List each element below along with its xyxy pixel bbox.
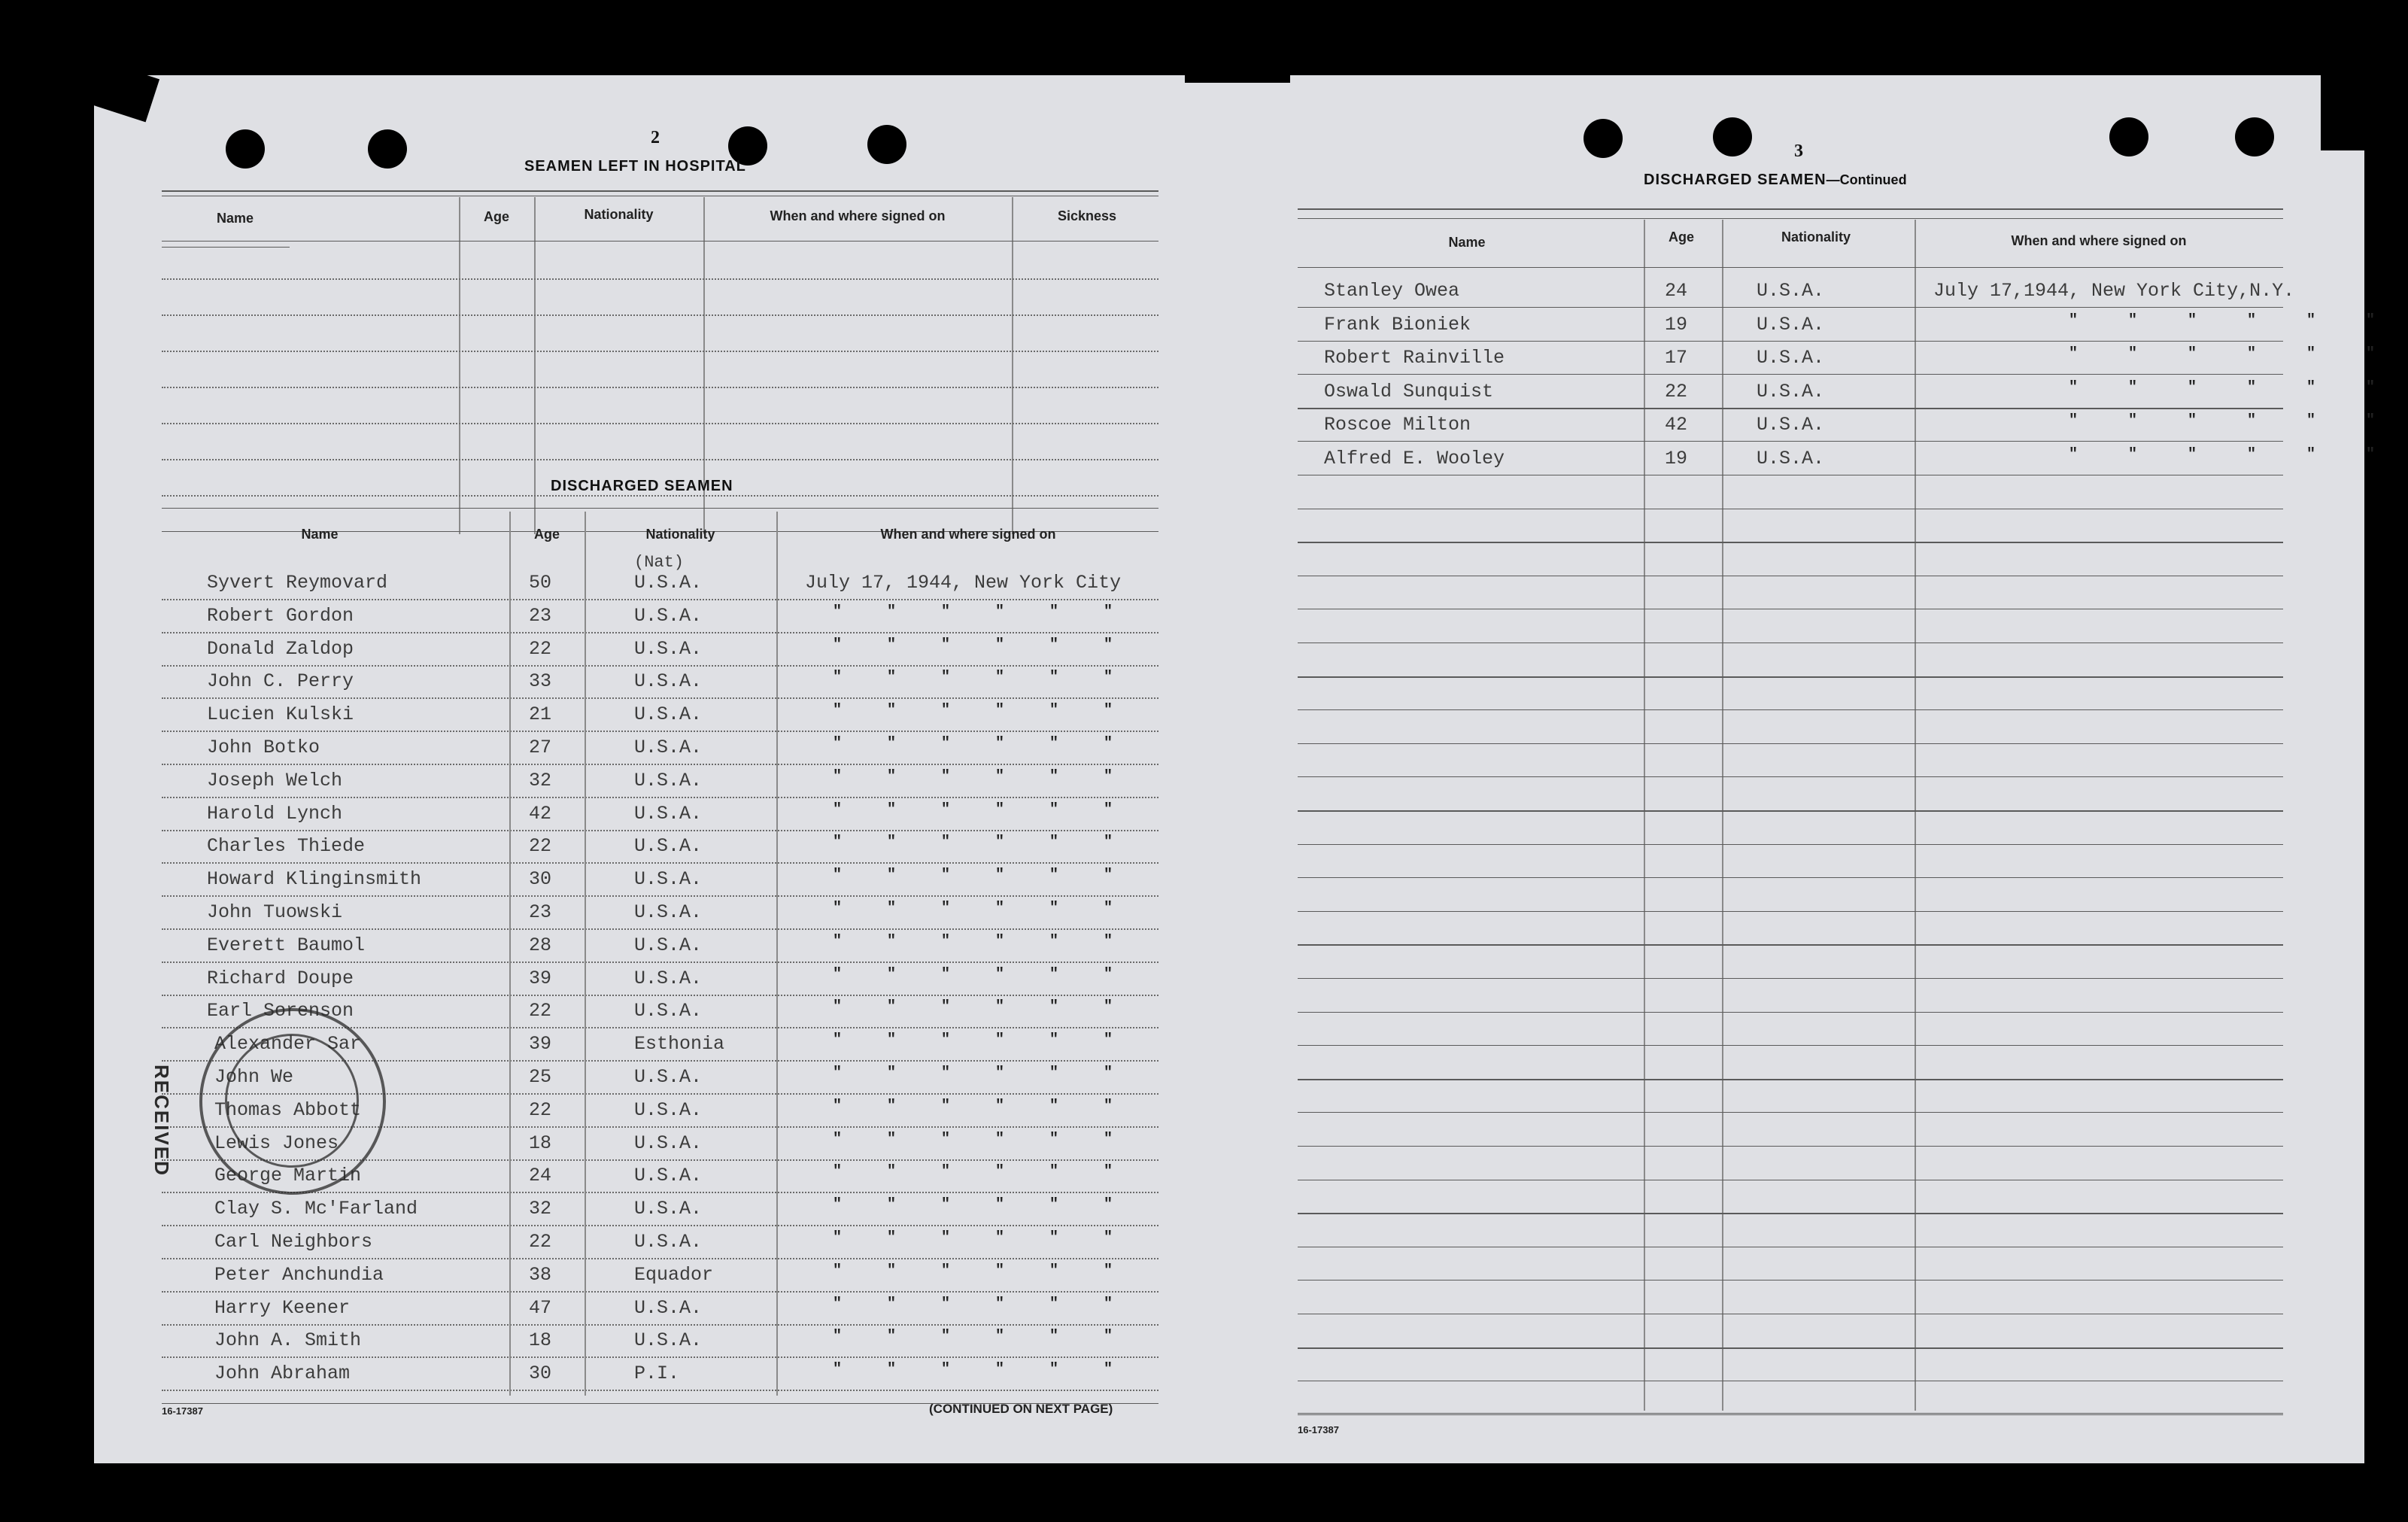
seaman-age: 22 [529, 1000, 552, 1022]
signed-on-ditto: " " " " " " [833, 603, 1113, 621]
nationality-note: (Nat) [634, 553, 685, 572]
seaman-nationality: U.S.A. [634, 868, 703, 891]
seaman-nationality: U.S.A. [634, 1000, 703, 1022]
seaman-nationality: P.I. [634, 1363, 680, 1385]
seaman-name: Joseph Welch [207, 769, 343, 791]
seaman-nationality: U.S.A. [1757, 347, 1825, 369]
signed-on-ditto: " " " " " " [833, 1130, 1113, 1148]
seaman-age: 39 [529, 967, 552, 989]
page-number: 2 [651, 128, 660, 147]
seaman-age: 24 [529, 1165, 552, 1187]
row-rule [162, 423, 1158, 424]
rule [162, 190, 1158, 192]
signed-on-ditto: " " " " " " [2069, 446, 2376, 463]
header-signed-on: When and where signed on [2011, 233, 2187, 248]
row-rule [162, 1324, 1158, 1326]
seaman-nationality: Esthonia [634, 1033, 725, 1056]
signed-on-ditto: " " " " " " [833, 1065, 1113, 1082]
signed-on-ditto: " " " " " " [833, 1163, 1113, 1181]
seaman-nationality: U.S.A. [634, 769, 703, 791]
seaman-name: Carl Neighbors [214, 1231, 373, 1253]
hospital-header-age: Age [483, 209, 509, 224]
continued-note: (CONTINUED ON NEXT PAGE) [929, 1402, 1113, 1416]
seaman-nationality: U.S.A. [634, 670, 703, 693]
signed-on-ditto: " " " " " " [833, 1328, 1113, 1346]
seaman-name: Alfred E. Wooley [1324, 448, 1505, 469]
row-rule [162, 928, 1158, 930]
row-rule [162, 895, 1158, 897]
signed-on: July 17,1944, New York City,N.Y. [1933, 280, 2295, 302]
row-rule [1298, 341, 2283, 342]
seaman-name: George Martin [214, 1165, 362, 1187]
seaman-name: Clay S. Mc'Farland [214, 1198, 418, 1220]
row-rule [1298, 1146, 2283, 1147]
row-rule [1298, 743, 2283, 744]
seaman-nationality: U.S.A. [634, 737, 703, 758]
row-rule [162, 665, 1158, 667]
row-rule [1298, 709, 2283, 710]
row-rule [1298, 877, 2283, 878]
seaman-name: Thomas Abbott [214, 1098, 362, 1121]
seaman-age: 42 [529, 802, 552, 825]
seaman-age: 17 [1665, 347, 1688, 369]
row-rule [162, 599, 1158, 600]
row-rule [162, 459, 1158, 460]
hospital-header-name: Name [216, 211, 254, 226]
row-rule [1298, 441, 2283, 442]
seaman-nationality: U.S.A. [634, 572, 703, 594]
seaman-name: Roscoe Milton [1324, 414, 1471, 436]
seaman-name: Richard Doupe [207, 967, 354, 989]
signed-on-ditto: " " " " " " [833, 900, 1113, 917]
signed-on-ditto: " " " " " " [833, 1262, 1113, 1280]
seaman-name: Frank Bioniek [1324, 313, 1471, 336]
signed-on-ditto: " " " " " " [833, 1196, 1113, 1214]
column-rule [1012, 197, 1013, 534]
seaman-age: 38 [529, 1263, 552, 1286]
seaman-age: 42 [1665, 414, 1688, 436]
signed-on-ditto: " " " " " " [833, 702, 1113, 720]
row-rule [162, 1291, 1158, 1293]
row-rule [162, 797, 1158, 798]
form-number: 16-17387 [1298, 1424, 1339, 1435]
row-rule [1298, 1347, 2283, 1349]
row-rule [1298, 676, 2283, 678]
seaman-nationality: U.S.A. [634, 604, 703, 627]
seaman-age: 32 [529, 1198, 552, 1220]
seaman-nationality: U.S.A. [1757, 313, 1825, 336]
row-rule [162, 764, 1158, 765]
seaman-nationality: U.S.A. [634, 1329, 703, 1352]
seaman-age: 23 [529, 901, 552, 923]
discharged-header-nationality: Nationality [645, 527, 715, 542]
manifest-sheet [94, 75, 2376, 1463]
row-rule [1298, 1213, 2283, 1214]
row-rule [1298, 978, 2283, 979]
row-rule [162, 1390, 1158, 1391]
signed-on-ditto: " " " " " " [2069, 412, 2376, 430]
row-rule [162, 862, 1158, 864]
signed-on-ditto: " " " " " " [833, 1229, 1113, 1247]
seaman-nationality: U.S.A. [634, 1066, 703, 1088]
seaman-nationality: U.S.A. [1757, 448, 1825, 469]
column-rule [534, 197, 536, 534]
seaman-name: John Abraham [214, 1363, 351, 1385]
seaman-name: Robert Rainville [1324, 347, 1505, 369]
seaman-name: Harry Keener [214, 1296, 351, 1319]
rule [1298, 208, 2283, 210]
signed-on-ditto: " " " " " " [2069, 345, 2376, 363]
seaman-nationality: U.S.A. [1757, 280, 1825, 302]
discharged-continued-title [1644, 172, 1907, 189]
seaman-age: 19 [1665, 448, 1688, 469]
seaman-age: 23 [529, 604, 552, 627]
hospital-section-title: SEAMEN LEFT IN HOSPITAL [524, 158, 746, 175]
official-stamp [199, 1008, 386, 1195]
row-rule [162, 697, 1158, 699]
seaman-name: Stanley Owea [1324, 280, 1460, 302]
seaman-nationality: U.S.A. [1757, 380, 1825, 403]
signed-on-ditto: " " " " " " [833, 932, 1113, 950]
seaman-nationality: U.S.A. [634, 637, 703, 660]
row-rule [1298, 307, 2283, 308]
header-name: Name [1448, 235, 1486, 250]
seaman-nationality: U.S.A. [634, 934, 703, 956]
seaman-name: Charles Thiede [207, 835, 366, 858]
row-rule [1298, 1045, 2283, 1046]
seaman-age: 32 [529, 769, 552, 791]
discharged-header-name: Name [301, 527, 339, 542]
rule [1298, 267, 2283, 268]
seaman-name: John C. Perry [207, 670, 354, 693]
row-rule [1298, 776, 2283, 777]
hospital-header-nationality: Nationality [584, 207, 654, 222]
row-rule [162, 830, 1158, 831]
row-rule [1298, 408, 2283, 409]
header-nationality: Nationality [1781, 229, 1851, 245]
signed-on-ditto: " " " " " " [833, 867, 1113, 885]
left-page [94, 75, 1222, 1463]
signed-on-ditto: " " " " " " [833, 800, 1113, 819]
seaman-nationality: U.S.A. [634, 802, 703, 825]
seaman-age: 30 [529, 1363, 552, 1385]
seaman-age: 30 [529, 868, 552, 891]
rule [162, 247, 290, 248]
title-suffix: —Continued [1826, 172, 1907, 187]
received-stamp: RECEIVED [150, 1065, 173, 1177]
signed-on-ditto: " " " " " " [833, 636, 1113, 654]
rule [162, 508, 1158, 509]
signed-on-ditto: " " " " " " [833, 735, 1113, 752]
row-rule [1298, 542, 2283, 543]
signed-on-ditto: " " " " " " [2069, 378, 2376, 396]
seaman-nationality: Equador [634, 1263, 714, 1286]
seaman-nationality: U.S.A. [634, 967, 703, 989]
row-rule [1298, 844, 2283, 845]
rule [1298, 1413, 2283, 1414]
seaman-age: 28 [529, 934, 552, 956]
discharged-header-age: Age [533, 527, 560, 542]
seaman-nationality: U.S.A. [634, 1198, 703, 1220]
signed-on-ditto: " " " " " " [833, 834, 1113, 852]
column-rule [1915, 220, 1916, 1411]
seaman-age: 22 [1665, 380, 1688, 403]
seaman-age: 22 [529, 1231, 552, 1253]
right-page [1237, 75, 2376, 1463]
seaman-age: 27 [529, 737, 552, 758]
row-rule [162, 495, 1158, 497]
signed-on-ditto: " " " " " " [833, 1031, 1113, 1050]
seaman-age: 25 [529, 1066, 552, 1088]
rule [1298, 218, 2283, 219]
signed-on: July 17, 1944, New York City [805, 572, 1122, 594]
row-rule [162, 632, 1158, 633]
form-number: 16-17387 [162, 1405, 203, 1417]
seaman-age: 33 [529, 670, 552, 693]
column-rule [1722, 220, 1723, 1411]
seaman-name: John Botko [207, 737, 320, 758]
seaman-name: Lucien Kulski [207, 703, 354, 726]
seaman-age: 21 [529, 703, 552, 726]
row-rule [1298, 944, 2283, 946]
seaman-nationality: U.S.A. [634, 703, 703, 726]
column-rule [459, 197, 460, 534]
page-number: 3 [1794, 141, 1803, 161]
seaman-age: 22 [529, 1098, 552, 1121]
seaman-name: Robert Gordon [207, 604, 354, 627]
signed-on-ditto: " " " " " " [833, 1295, 1113, 1313]
discharged-header-signed-on: When and where signed on [880, 527, 1056, 542]
seaman-age: 22 [529, 835, 552, 858]
row-rule [162, 351, 1158, 352]
row-rule [1298, 810, 2283, 812]
seaman-name: Syvert Reymovard [207, 572, 388, 594]
signed-on-ditto: " " " " " " [833, 1097, 1113, 1115]
column-rule [1644, 220, 1645, 1411]
signed-on-ditto: " " " " " " [833, 669, 1113, 687]
header-age: Age [1668, 229, 1694, 245]
seaman-nationality: U.S.A. [634, 1098, 703, 1121]
seaman-name: Peter Anchundia [214, 1263, 384, 1286]
seaman-age: 18 [529, 1329, 552, 1352]
seaman-nationality: U.S.A. [634, 1296, 703, 1319]
seaman-age: 19 [1665, 313, 1688, 336]
hospital-header-sickness: Sickness [1057, 208, 1117, 223]
row-rule [162, 995, 1158, 996]
row-rule [1298, 1112, 2283, 1113]
title-text: DISCHARGED SEAMEN [1644, 172, 1826, 188]
signed-on-ditto: " " " " " " [833, 1361, 1113, 1379]
row-rule [1298, 1414, 2283, 1415]
seaman-name: Everett Baumol [207, 934, 366, 956]
row-rule [162, 278, 1158, 280]
seaman-name: John We [214, 1066, 294, 1088]
row-rule [162, 1356, 1158, 1358]
seaman-age: 39 [529, 1033, 552, 1056]
row-rule [1298, 911, 2283, 912]
row-rule [162, 1225, 1158, 1226]
column-rule [585, 512, 586, 1396]
column-rule [509, 512, 511, 1396]
signed-on-ditto: " " " " " " [2069, 311, 2376, 330]
seaman-name: Alexander Sar [214, 1033, 362, 1056]
signed-on-ditto: " " " " " " [833, 965, 1113, 983]
row-rule [1298, 374, 2283, 375]
column-rule [776, 512, 778, 1396]
row-rule [162, 731, 1158, 732]
seaman-nationality: U.S.A. [634, 1132, 703, 1154]
seaman-age: 47 [529, 1296, 552, 1319]
hospital-header-signed-on: When and where signed on [770, 208, 946, 223]
row-rule [1298, 1012, 2283, 1013]
seaman-nationality: U.S.A. [634, 1165, 703, 1187]
row-rule [162, 962, 1158, 963]
seaman-nationality: U.S.A. [1757, 414, 1825, 436]
row-rule [162, 314, 1158, 316]
seaman-age: 24 [1665, 280, 1688, 302]
signed-on-ditto: " " " " " " [833, 998, 1113, 1016]
seaman-name: Donald Zaldop [207, 637, 354, 660]
signed-on-ditto: " " " " " " [833, 767, 1113, 785]
seaman-age: 18 [529, 1132, 552, 1154]
seaman-name: Harold Lynch [207, 802, 343, 825]
seaman-name: Lewis Jones [214, 1132, 339, 1154]
row-rule [162, 387, 1158, 388]
seaman-age: 22 [529, 637, 552, 660]
seaman-age: 50 [529, 572, 552, 594]
row-rule [1298, 1079, 2283, 1080]
discharged-section-title: DISCHARGED SEAMEN [551, 478, 733, 494]
seaman-name: Oswald Sunquist [1324, 380, 1494, 403]
row-rule [162, 1258, 1158, 1259]
seaman-nationality: U.S.A. [634, 1231, 703, 1253]
seaman-name: Earl Sorenson [207, 1000, 354, 1022]
seaman-name: John A. Smith [214, 1329, 362, 1352]
seaman-name: Howard Klinginsmith [207, 868, 422, 891]
seaman-nationality: U.S.A. [634, 835, 703, 858]
seaman-nationality: U.S.A. [634, 901, 703, 923]
rule [162, 241, 1158, 242]
seaman-name: John Tuowski [207, 901, 343, 923]
